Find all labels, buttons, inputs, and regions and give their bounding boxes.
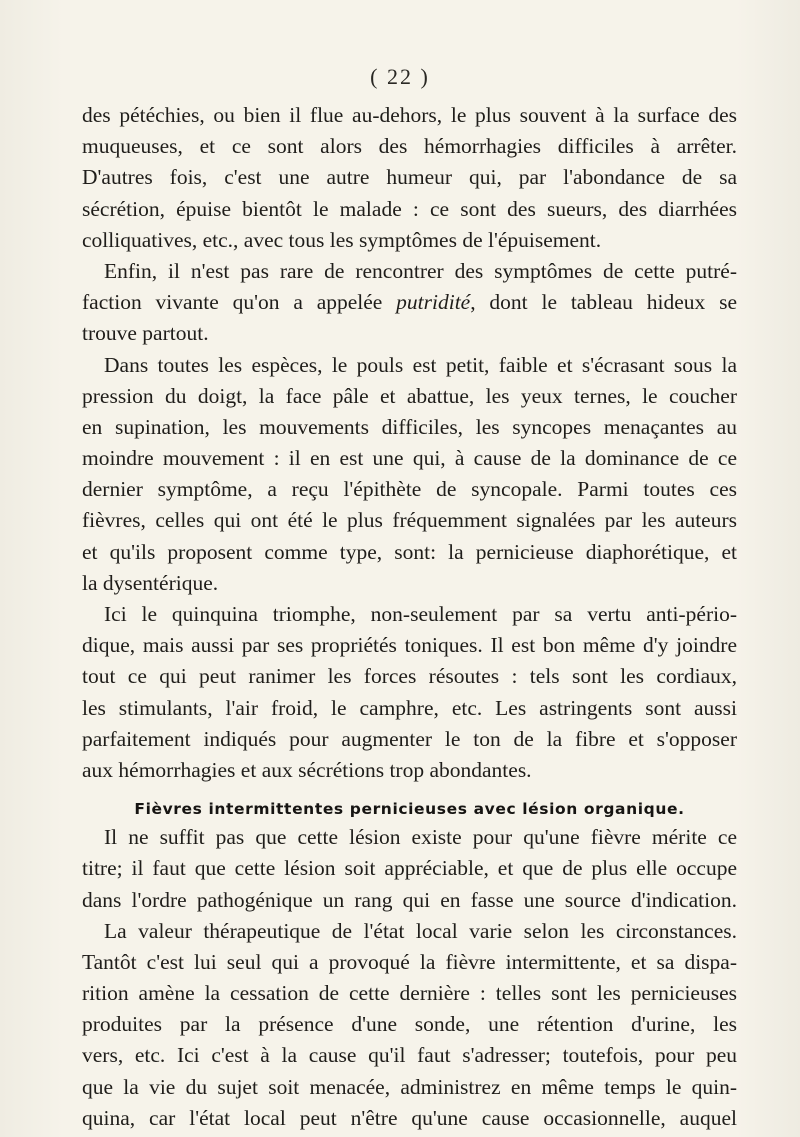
text-line: quina, car l'état local peut n'être qu'une cause occasionnelle, auquel <box>82 1105 737 1130</box>
text-line: trouve partout. <box>82 321 209 346</box>
page-number: ( 22 ) <box>370 64 430 89</box>
text-line <box>82 287 737 318</box>
text-line: muqueuses, et ce sont alors des hémorrhagies difficiles à arrêter. <box>82 134 737 159</box>
text-line: Dans toutes les espèces, le pouls est petit, faible et s'écrasant sous la <box>104 352 737 377</box>
text-line: dans l'ordre pathogénique un rang qui en fasse une source d'indication. <box>82 887 737 912</box>
text-line: Il ne suffit pas que cette lésion existe pour qu'une fièvre mérite ce <box>104 825 737 850</box>
text-line: que la vie du sujet soit menacée, administrez en même temps le quin- <box>82 1074 737 1099</box>
text-line: vers, etc. Ici c'est à la cause qu'il faut s'adresser; toutefois, pour peu <box>82 1043 737 1068</box>
text-fragment: faction vivante qu'on a appelée <box>82 290 397 315</box>
body-text <box>82 100 737 1134</box>
text-line: rition amène la cessation de cette dernière : telles sont les pernicieuses <box>82 981 737 1006</box>
text-line: Enfin, il n'est pas rare de rencontrer des symptômes de cette putré- <box>104 258 737 283</box>
text-line: pression du doigt, la face pâle et abattue, les yeux ternes, le coucher <box>82 383 737 408</box>
text-line: dique, mais aussi par ses propriétés toniques. Il est bon même d'y joindre <box>82 633 737 658</box>
text-line: produites par la présence d'une sonde, une rétention d'urine, les <box>82 1012 737 1037</box>
text-line: colliquatives, etc., avec tous les symptômes de l'épuisement. <box>82 227 602 252</box>
text-line: parfaitement indiqués pour augmenter le ton de la fibre et s'opposer <box>82 726 737 751</box>
text-line: et qu'ils proposent comme type, sont: la pernicieuse diaphorétique, et <box>82 539 737 564</box>
section-heading: Fièvres intermittentes pernicieuses avec lésion organique. <box>134 800 685 819</box>
text-line: la dysentérique. <box>82 570 219 595</box>
text-line: en supination, les mouvements difficiles, les syncopes menaçantes au <box>82 414 737 439</box>
text-line: moindre mouvement : il en est une qui, à cause de la dominance de ce <box>82 446 737 471</box>
text-line: les stimulants, l'air froid, le camphre, etc. Les astringents sont aussi <box>82 695 737 720</box>
text-line: dernier symptôme, a reçu l'épithète de syncopale. Parmi toutes ces <box>82 477 737 502</box>
text-line: aux hémorrhagies et aux sécrétions trop abondantes. <box>82 757 532 782</box>
text-line: fièvres, celles qui ont été le plus fréquemment signalées par les auteurs <box>82 508 737 533</box>
text-line: La valeur thérapeutique de l'état local varie selon les circonstances. <box>104 918 737 943</box>
text-line: sécrétion, épuise bientôt le malade : ce sont des sueurs, des diarrhées <box>82 196 737 221</box>
text-line: D'autres fois, c'est une autre humeur qui, par l'abondance de sa <box>82 165 737 190</box>
text-line: Tantôt c'est lui seul qui a provoqué la fièvre intermittente, et sa dispa- <box>82 949 737 974</box>
text-line: titre; il faut que cette lésion soit appréciable, et que de plus elle occupe <box>82 856 737 881</box>
text-fragment: , dont le tableau hideux se <box>470 290 737 315</box>
text-line: des pétéchies, ou bien il flue au-dehors, le plus souvent à la surface des <box>82 103 737 127</box>
text-line: tout ce qui peut ranimer les forces résoutes : tels sont les cordiaux, <box>82 664 737 689</box>
italic-term: putridité <box>396 290 471 315</box>
text-line: Ici le quinquina triomphe, non-seulement par sa vertu anti-pério- <box>104 602 737 626</box>
